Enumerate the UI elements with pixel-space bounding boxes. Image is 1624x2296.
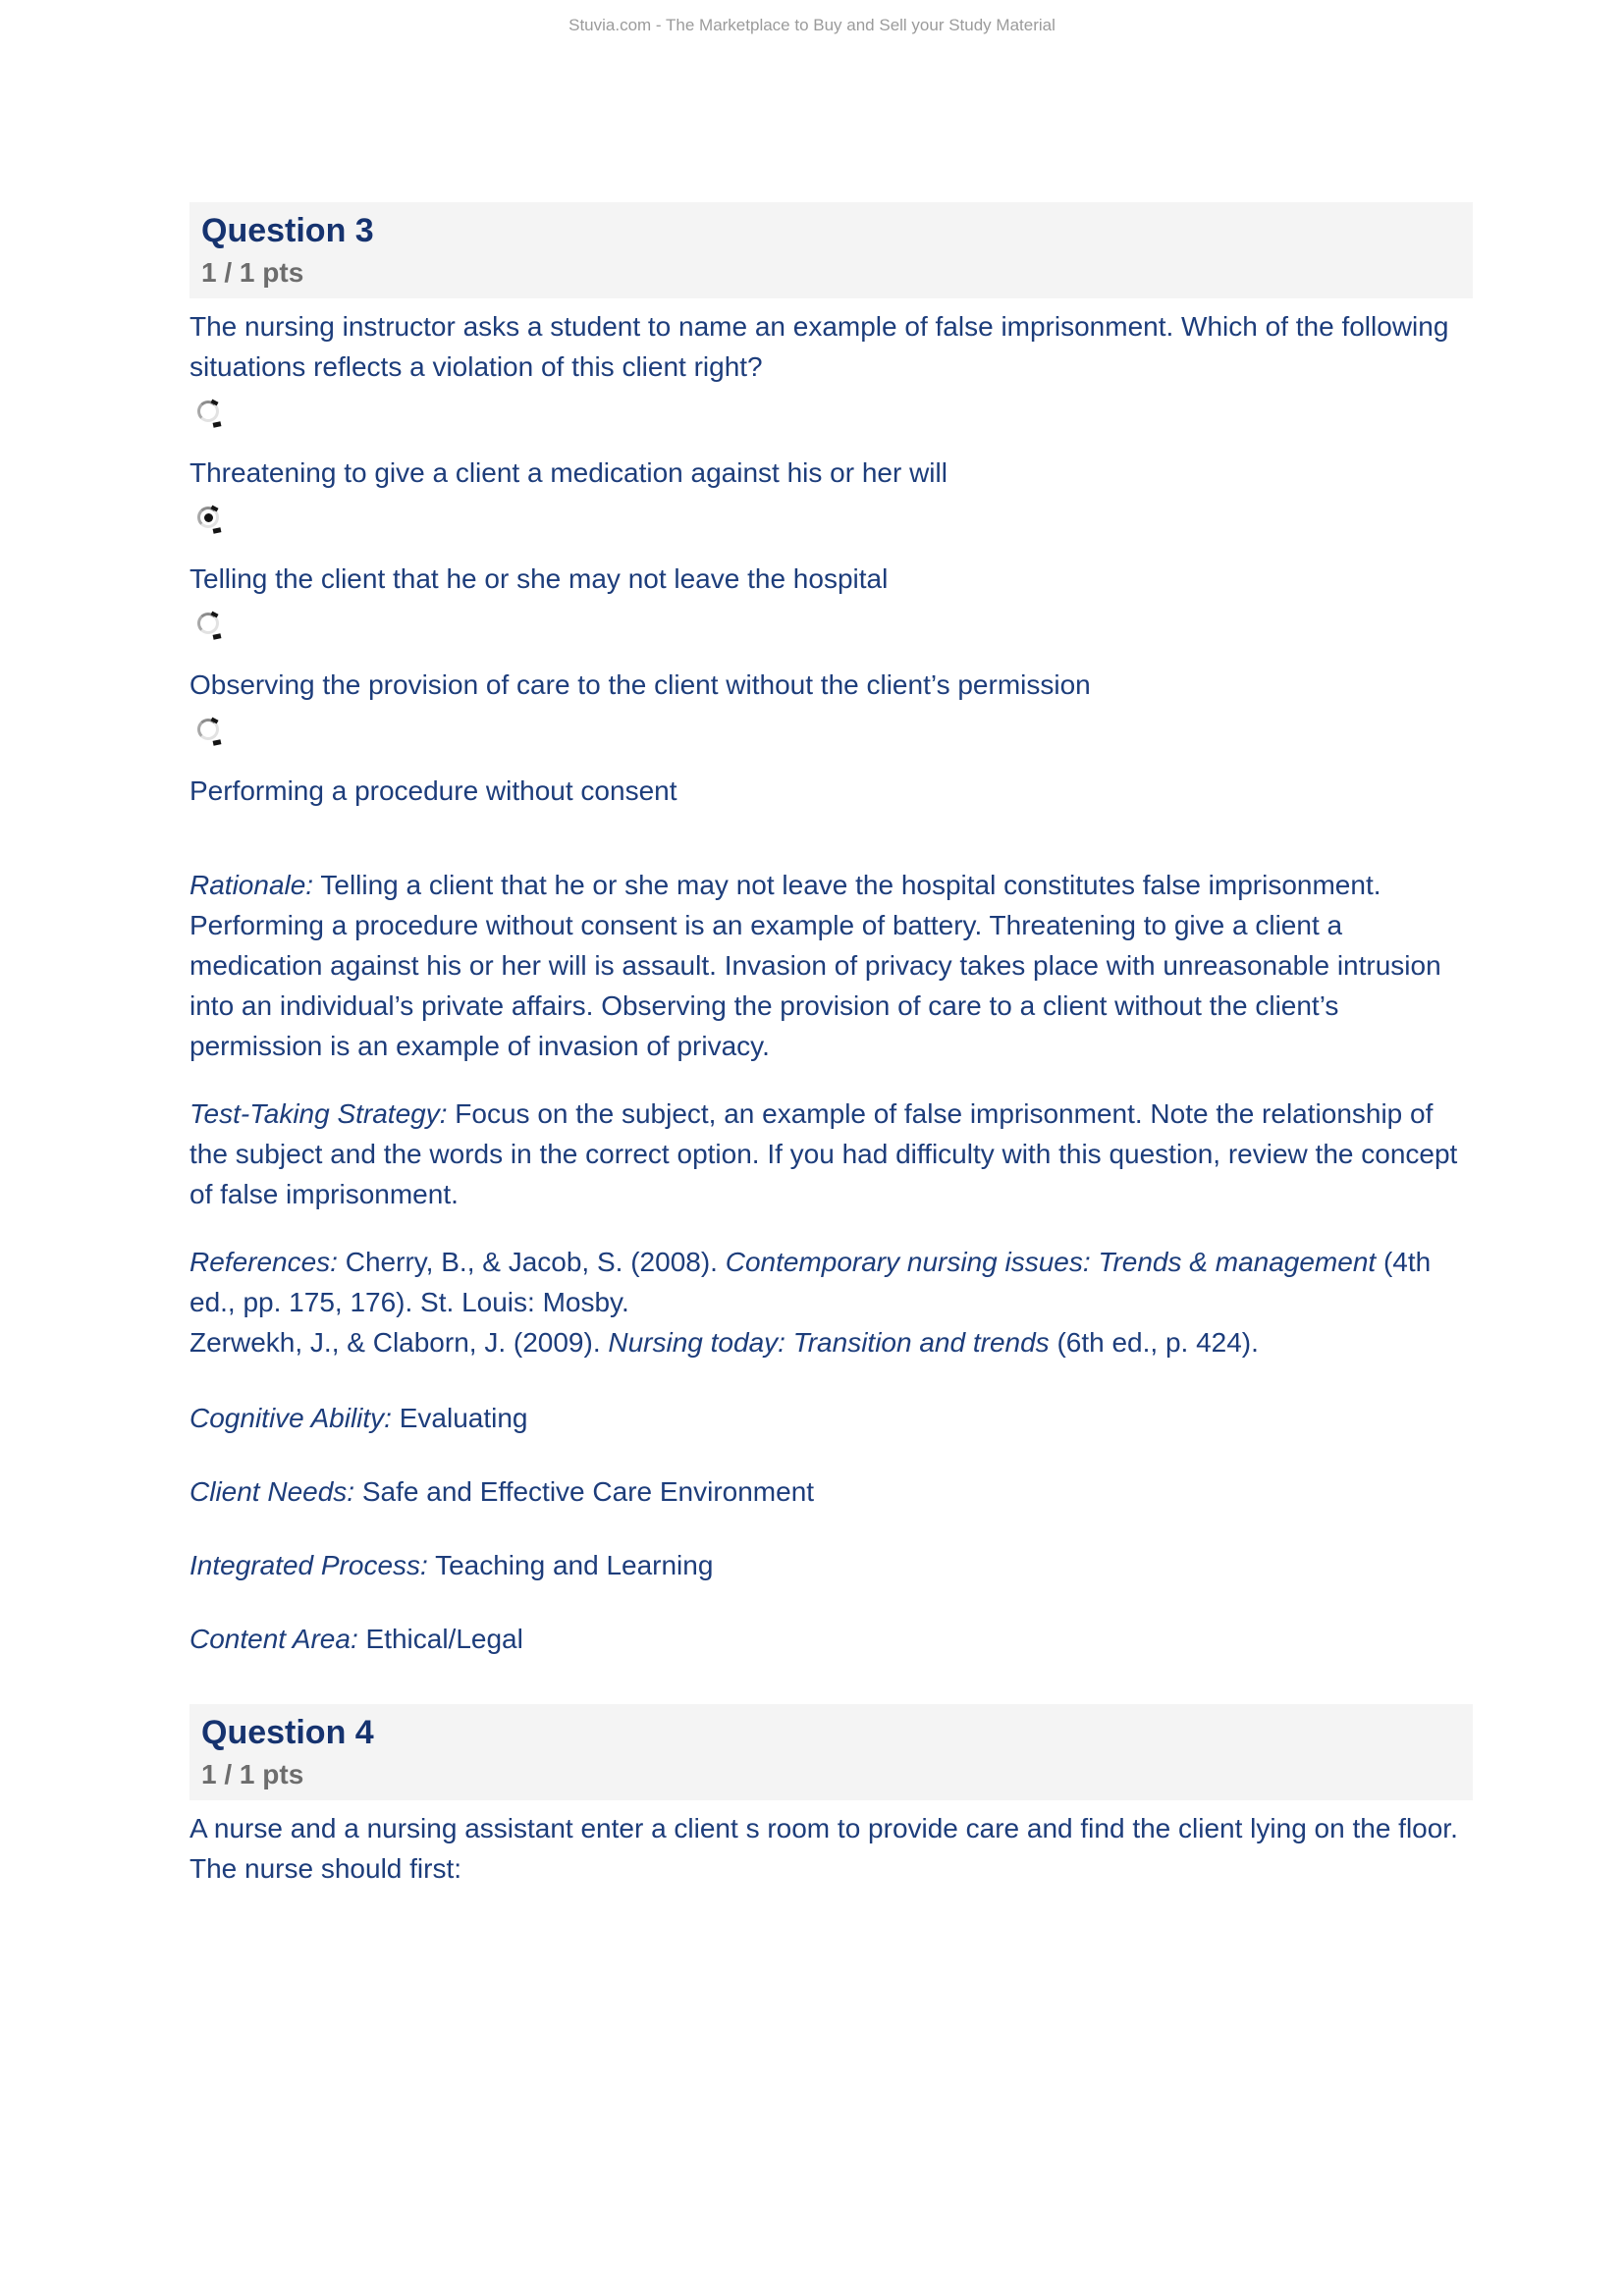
- radio-glyph-notch: [210, 612, 218, 618]
- cognitive-ability-line: [189, 1398, 1473, 1438]
- content-area-label: Content Area:: [189, 1624, 358, 1655]
- question3-title: Question 3: [201, 212, 374, 249]
- radio-glyph-notch: [213, 633, 222, 640]
- cognitive-ability-value: Evaluating: [391, 1403, 528, 1434]
- references-citation: Cherry, B., & Jacob, S. (2008).: [337, 1247, 726, 1278]
- rationale-label: Rationale:: [189, 870, 314, 901]
- radio-glyph-notch: [210, 506, 218, 512]
- answer-option-2: [189, 493, 1473, 599]
- answer-option-4: [189, 705, 1473, 811]
- question4-text: A nurse and a nursing assistant enter a client s room to provide care and find the client lying on the floor. The nurse should first:: [189, 1813, 1458, 1885]
- content-area-line: [189, 1619, 1473, 1659]
- strategy-text: Focus on the subject, an example of false imprisonment. Note the relationship of the subject and the words in the correct option. If you had difficulty with this question, review the concept of false imprisonment.: [189, 1098, 1458, 1210]
- references-book-title: Contemporary nursing issues: Trends & management: [725, 1247, 1377, 1278]
- site-watermark-header: Stuvia.com - The Marketplace to Buy and Sell your Study Material: [568, 16, 1056, 34]
- integrated-process-value: Teaching and Learning: [427, 1550, 714, 1581]
- content-area-value: Ethical/Legal: [357, 1624, 523, 1655]
- references-book-title: Nursing today: Transition and trends: [608, 1327, 1050, 1359]
- answer-option-3: [189, 599, 1473, 705]
- cognitive-ability-label: Cognitive Ability:: [189, 1403, 392, 1434]
- radio-glyph-notch: [213, 739, 222, 746]
- answer-option-1: [189, 387, 1473, 493]
- references-citation: (4th ed., pp. 175, 176). St. Louis: Mosby.: [189, 1247, 1432, 1318]
- strategy-paragraph: [189, 1094, 1473, 1214]
- radio-glyph-notch: [213, 527, 222, 534]
- radio-button-icon[interactable]: [197, 719, 219, 740]
- answer-option-label: Telling the client that he or she may not leave the hospital: [189, 563, 889, 595]
- answer-option-label: Threatening to give a client a medication against his or her will: [189, 457, 947, 489]
- integrated-process-label: Integrated Process:: [189, 1550, 428, 1581]
- client-needs-line: [189, 1471, 1473, 1512]
- rationale-text: Telling a client that he or she may not leave the hospital constitutes false imprisonment. Performing a procedure without consent is an example of battery. Threatening to give a client a medication against his or her will is assault. Invasion of privacy takes place with unreasonable intrusion into an individual’s private affairs. Observing the provision of care to a client without the client’s permission is an example of invasion of privacy.: [189, 870, 1441, 1062]
- strategy-label: Test-Taking Strategy:: [189, 1098, 448, 1130]
- radio-button-icon[interactable]: [197, 400, 219, 422]
- radio-selected-dot: [204, 513, 213, 522]
- radio-glyph-notch: [210, 718, 218, 724]
- question4-header-bar: [189, 1704, 1473, 1800]
- client-needs-label: Client Needs:: [189, 1476, 355, 1508]
- question3-points: 1 / 1 pts: [201, 256, 304, 288]
- question4-title: Question 4: [201, 1714, 374, 1752]
- client-needs-value: Safe and Effective Care Environment: [354, 1476, 815, 1508]
- radio-button-icon[interactable]: [197, 613, 219, 634]
- rationale-paragraph: [189, 865, 1473, 1066]
- question4-points: 1 / 1 pts: [201, 1758, 304, 1789]
- references-paragraph: [189, 1242, 1473, 1362]
- integrated-process-line: [189, 1545, 1473, 1585]
- references-citation: Zerwekh, J., & Claborn, J. (2009).: [189, 1327, 609, 1359]
- question3-text: The nursing instructor asks a student to name an example of false imprisonment. Which of the following situations reflects a violation of this client right?: [189, 311, 1449, 383]
- answer-option-label: Observing the provision of care to the client without the client’s permission: [189, 669, 1091, 701]
- references-label: References:: [189, 1247, 338, 1278]
- answer-option-label: Performing a procedure without consent: [189, 775, 677, 807]
- radio-glyph-notch: [210, 400, 218, 406]
- radio-button-icon[interactable]: [197, 507, 219, 528]
- question3-header-bar: [189, 202, 1473, 298]
- references-citation: (6th ed., p. 424).: [1049, 1327, 1259, 1359]
- radio-glyph-notch: [213, 421, 222, 428]
- document-content: [189, 202, 1473, 1889]
